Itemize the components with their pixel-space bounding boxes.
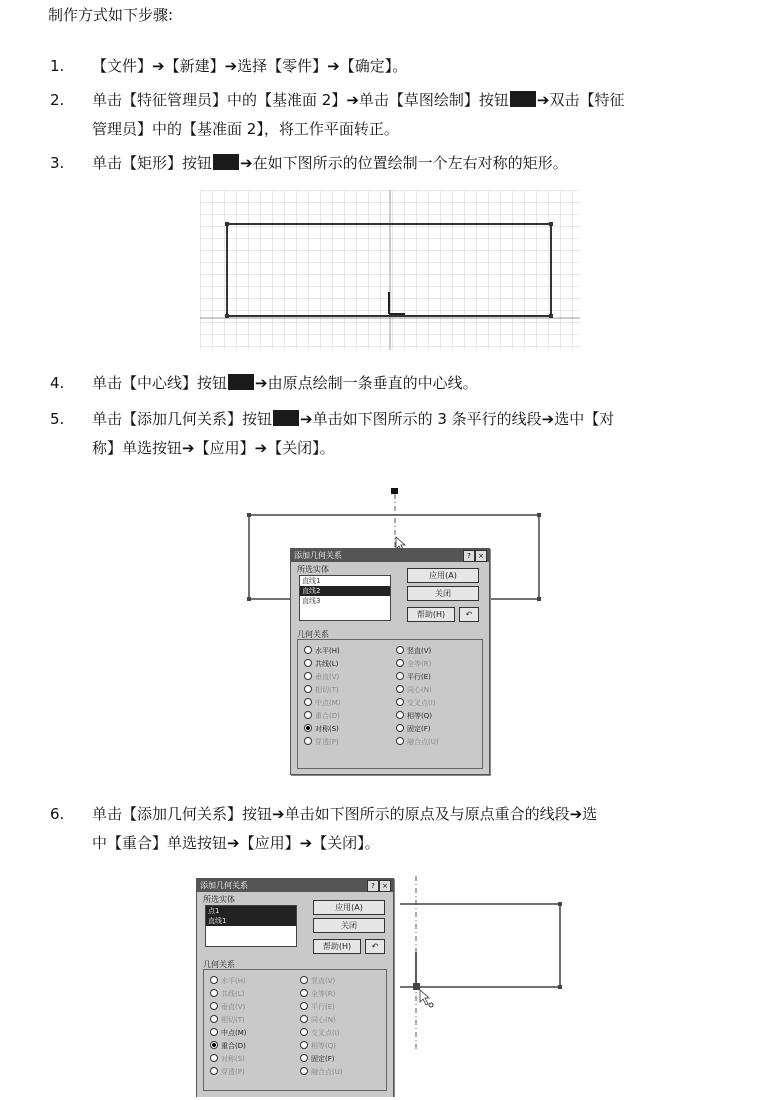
radio-intersection[interactable]: 交叉点(I)	[300, 1028, 340, 1038]
radio-equal[interactable]: 相等(Q)	[396, 711, 432, 721]
list-item[interactable]: 直线1	[206, 916, 296, 926]
radio-equal[interactable]: 相等(Q)	[300, 1041, 336, 1051]
radio-merge-point[interactable]: 融合点(U)	[300, 1067, 343, 1077]
centerline-button-icon	[228, 374, 254, 390]
sketch-canvas	[200, 190, 580, 350]
selected-entities-label: 所选实体	[297, 565, 329, 574]
figure-symmetric-relation	[240, 482, 550, 777]
close-x-button[interactable]: ×	[379, 880, 391, 892]
radio-midpoint[interactable]: 中点(M)	[210, 1028, 247, 1038]
selected-entities-label: 所选实体	[203, 895, 235, 904]
radio-concentric[interactable]: 同心(N)	[300, 1015, 336, 1025]
radio-intersection[interactable]: 交叉点(I)	[396, 698, 436, 708]
relations-group	[297, 639, 483, 769]
step-4	[50, 369, 770, 398]
add-relation-dialog	[290, 548, 490, 775]
dialog-title: 添加几何关系	[294, 551, 342, 560]
radio-vertical[interactable]: 竖直(V)	[300, 976, 335, 986]
radio-coincident[interactable]: 重合(D)	[304, 711, 340, 721]
step-text: 单击【特征管理员】中的【基准面 2】➔单击【草图绘制】按钮	[92, 91, 509, 109]
dialog-titlebar	[291, 549, 489, 562]
radio-parallel[interactable]: 平行(E)	[300, 1002, 335, 1012]
close-x-button[interactable]: ×	[475, 550, 487, 562]
radio-fixed[interactable]: 固定(F)	[396, 724, 431, 734]
step-text: 称】单选按钮➔【应用】➔【关闭】。	[92, 439, 335, 457]
undo-button[interactable]: ↶	[365, 939, 385, 954]
radio-midpoint[interactable]: 中点(M)	[304, 698, 341, 708]
close-button[interactable]: 关闭	[313, 918, 385, 933]
dialog-titlebar	[197, 879, 393, 892]
apply-button[interactable]: 应用(A)	[407, 568, 479, 583]
radio-coradial[interactable]: 全等(R)	[396, 659, 431, 669]
help-question-button[interactable]: ?	[463, 550, 475, 562]
step-text: 中【重合】单选按钮➔【应用】➔【关闭】。	[92, 834, 380, 852]
step-text: ➔双击【特征	[536, 91, 625, 109]
step-1	[50, 52, 770, 81]
step-6	[50, 800, 770, 858]
radio-tangent[interactable]: 相切(T)	[210, 1015, 245, 1025]
step-text: 单击【添加几何关系】按钮	[92, 410, 273, 428]
step-text: 单击【添加几何关系】按钮➔单击如下图所示的原点及与原点重合的线段➔选	[92, 805, 598, 823]
radio-perpendicular[interactable]: 垂直(V)	[210, 1002, 245, 1012]
step-number: 3.	[50, 154, 65, 172]
help-button[interactable]: 帮助(H)	[313, 939, 361, 954]
step-text: 【文件】➔【新建】➔选择【零件】➔【确定】。	[92, 57, 408, 75]
rectangle-button-icon	[213, 154, 239, 170]
step-text: ➔由原点绘制一条垂直的中心线。	[255, 374, 478, 392]
selected-entities-list[interactable]	[299, 575, 391, 621]
step-number: 2.	[50, 91, 65, 109]
radio-merge-point[interactable]: 融合点(U)	[396, 737, 439, 747]
radio-pierce[interactable]: 穿透(P)	[210, 1067, 245, 1077]
help-question-button[interactable]: ?	[367, 880, 379, 892]
radio-collinear[interactable]: 共线(L)	[210, 989, 244, 999]
dialog-title: 添加几何关系	[200, 881, 248, 890]
sketch-button-icon	[510, 91, 536, 107]
radio-symmetric[interactable]: 对称(S)	[210, 1054, 245, 1064]
step-text: 单击【中心线】按钮	[92, 374, 228, 392]
relations-label: 几何关系	[297, 630, 329, 639]
radio-perpendicular[interactable]: 垂直(V)	[304, 672, 339, 682]
close-button[interactable]: 关闭	[407, 586, 479, 601]
add-relation-dialog	[196, 878, 394, 1097]
relations-group	[203, 969, 387, 1091]
intro-heading: 制作方式如下步骤:	[48, 6, 174, 24]
radio-pierce[interactable]: 穿透(P)	[304, 737, 339, 747]
apply-button[interactable]: 应用(A)	[313, 900, 385, 915]
add-relation-button-icon	[273, 410, 299, 426]
step-text: 管理员】中的【基准面 2】，将工作平面转正。	[92, 120, 399, 138]
relations-label: 几何关系	[203, 960, 235, 969]
step-text: ➔单击如下图所示的 3 条平行的线段➔选中【对	[300, 410, 615, 428]
step-number: 1.	[50, 57, 65, 75]
step-number: 4.	[50, 374, 65, 392]
list-item[interactable]: 直线2	[300, 586, 390, 596]
radio-parallel[interactable]: 平行(E)	[396, 672, 431, 682]
list-item[interactable]: 点1	[206, 906, 296, 916]
radio-horizontal[interactable]: 水平(H)	[210, 976, 246, 986]
step-text: 单击【矩形】按钮	[92, 154, 213, 172]
radio-tangent[interactable]: 相切(T)	[304, 685, 339, 695]
step-2	[50, 86, 770, 144]
radio-coincident[interactable]: 重合(D)	[210, 1041, 246, 1051]
step-text: ➔在如下图所示的位置绘制一个左右对称的矩形。	[240, 154, 568, 172]
step-5	[50, 405, 770, 463]
radio-fixed[interactable]: 固定(F)	[300, 1054, 335, 1064]
step-3	[50, 149, 770, 178]
list-item[interactable]: 直线3	[302, 597, 321, 605]
radio-collinear[interactable]: 共线(L)	[304, 659, 338, 669]
radio-coradial[interactable]: 全等(R)	[300, 989, 335, 999]
cursor-icon	[420, 990, 429, 1005]
figure-coincident-relation	[190, 872, 570, 1097]
help-button[interactable]: 帮助(H)	[407, 607, 455, 622]
selected-entities-list[interactable]	[205, 905, 297, 947]
radio-horizontal[interactable]: 水平(H)	[304, 646, 340, 656]
step-number: 5.	[50, 410, 65, 428]
list-item[interactable]: 直线1	[302, 577, 321, 585]
figure-rectangle-sketch	[200, 190, 580, 350]
radio-symmetric[interactable]: 对称(S)	[304, 724, 339, 734]
radio-vertical[interactable]: 竖直(V)	[396, 646, 431, 656]
undo-button[interactable]: ↶	[459, 607, 479, 622]
step-number: 6.	[50, 805, 65, 823]
radio-concentric[interactable]: 同心(N)	[396, 685, 432, 695]
